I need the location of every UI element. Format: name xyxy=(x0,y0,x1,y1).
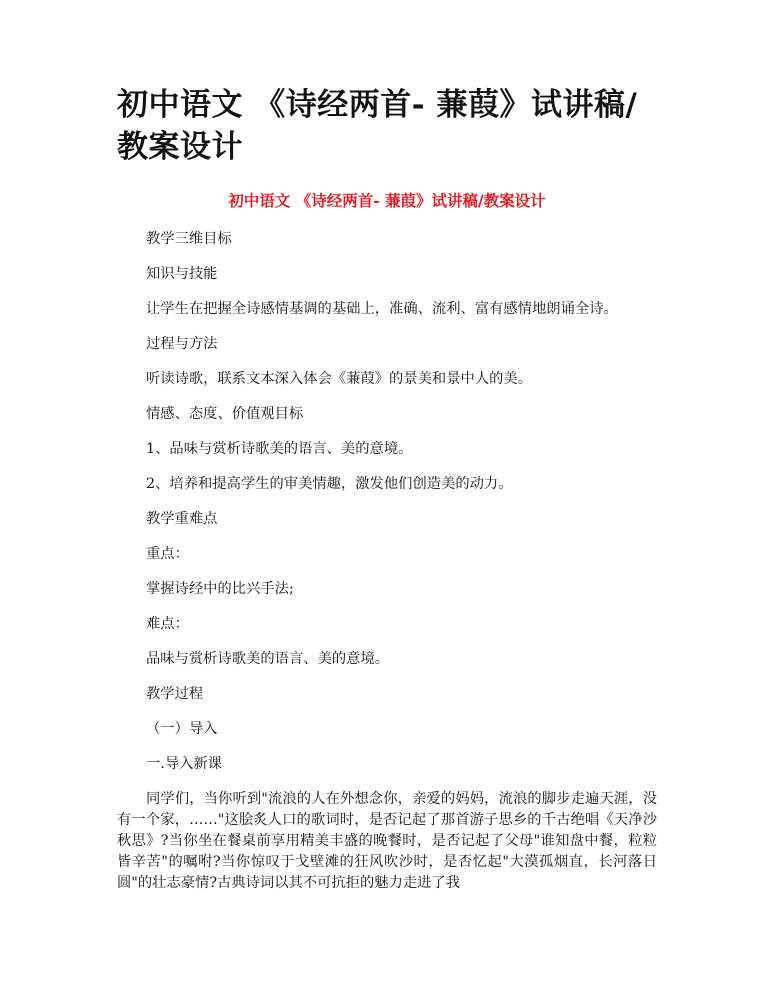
document-page xyxy=(117,84,657,908)
paragraph: 1、品味与赏析诗歌美的语言、美的意境。 xyxy=(146,441,413,457)
document-subtitle: 初中语文 《诗经两首- 蒹葭》试讲稿/教案设计 xyxy=(228,191,546,210)
paragraph: 品味与赏析诗歌美的语言、美的意境。 xyxy=(146,651,390,667)
paragraph: 难点： xyxy=(146,616,189,632)
paragraph: 让学生在把握全诗感情基调的基础上，准确、流利、富有感情地朗诵全诗。 xyxy=(146,301,618,317)
paragraph: 教学重难点 xyxy=(146,511,218,527)
paragraph: 一.导入新课 xyxy=(146,756,223,772)
paragraph: 同学们，当你听到"流浪的人在外想念你，亲爱的妈妈，流浪的脚步走遍天涯，没有一个家，……"这脍炙人口的歌词时，是否记起了那首游子思乡的千古绝唱《天净沙秋思》?当你坐在餐桌前享用精美丰盛的晚餐时，是否记起了父母"谁知盘中餐，粒粒皆辛苦"的嘱咐?当你惊叹于戈壁滩的狂风吹沙时，是否忆起"大漠孤烟直，长河落日圆"的壮志豪情?古典诗词以其不可抗拒的魅力走进了我 xyxy=(117,791,657,891)
document-title: 初中语文 《诗经两首- 蒹葭》试讲稿/教案设计 xyxy=(117,87,638,165)
paragraph: 教学过程 xyxy=(146,686,204,702)
paragraph: 过程与方法 xyxy=(146,336,218,352)
paragraph: 教学三维目标 xyxy=(146,231,232,247)
document-body xyxy=(117,229,657,894)
paragraph: 2、培养和提高学生的审美情趣，激发他们创造美的动力。 xyxy=(146,476,513,492)
paragraph: （一）导入 xyxy=(146,721,218,737)
paragraph: 掌握诗经中的比兴手法; xyxy=(146,581,294,597)
paragraph: 知识与技能 xyxy=(146,266,218,282)
paragraph: 重点： xyxy=(146,546,189,562)
paragraph: 听读诗歌，联系文本深入体会《蒹葭》的景美和景中人的美。 xyxy=(146,371,533,387)
paragraph: 情感、态度、价值观目标 xyxy=(146,406,304,422)
